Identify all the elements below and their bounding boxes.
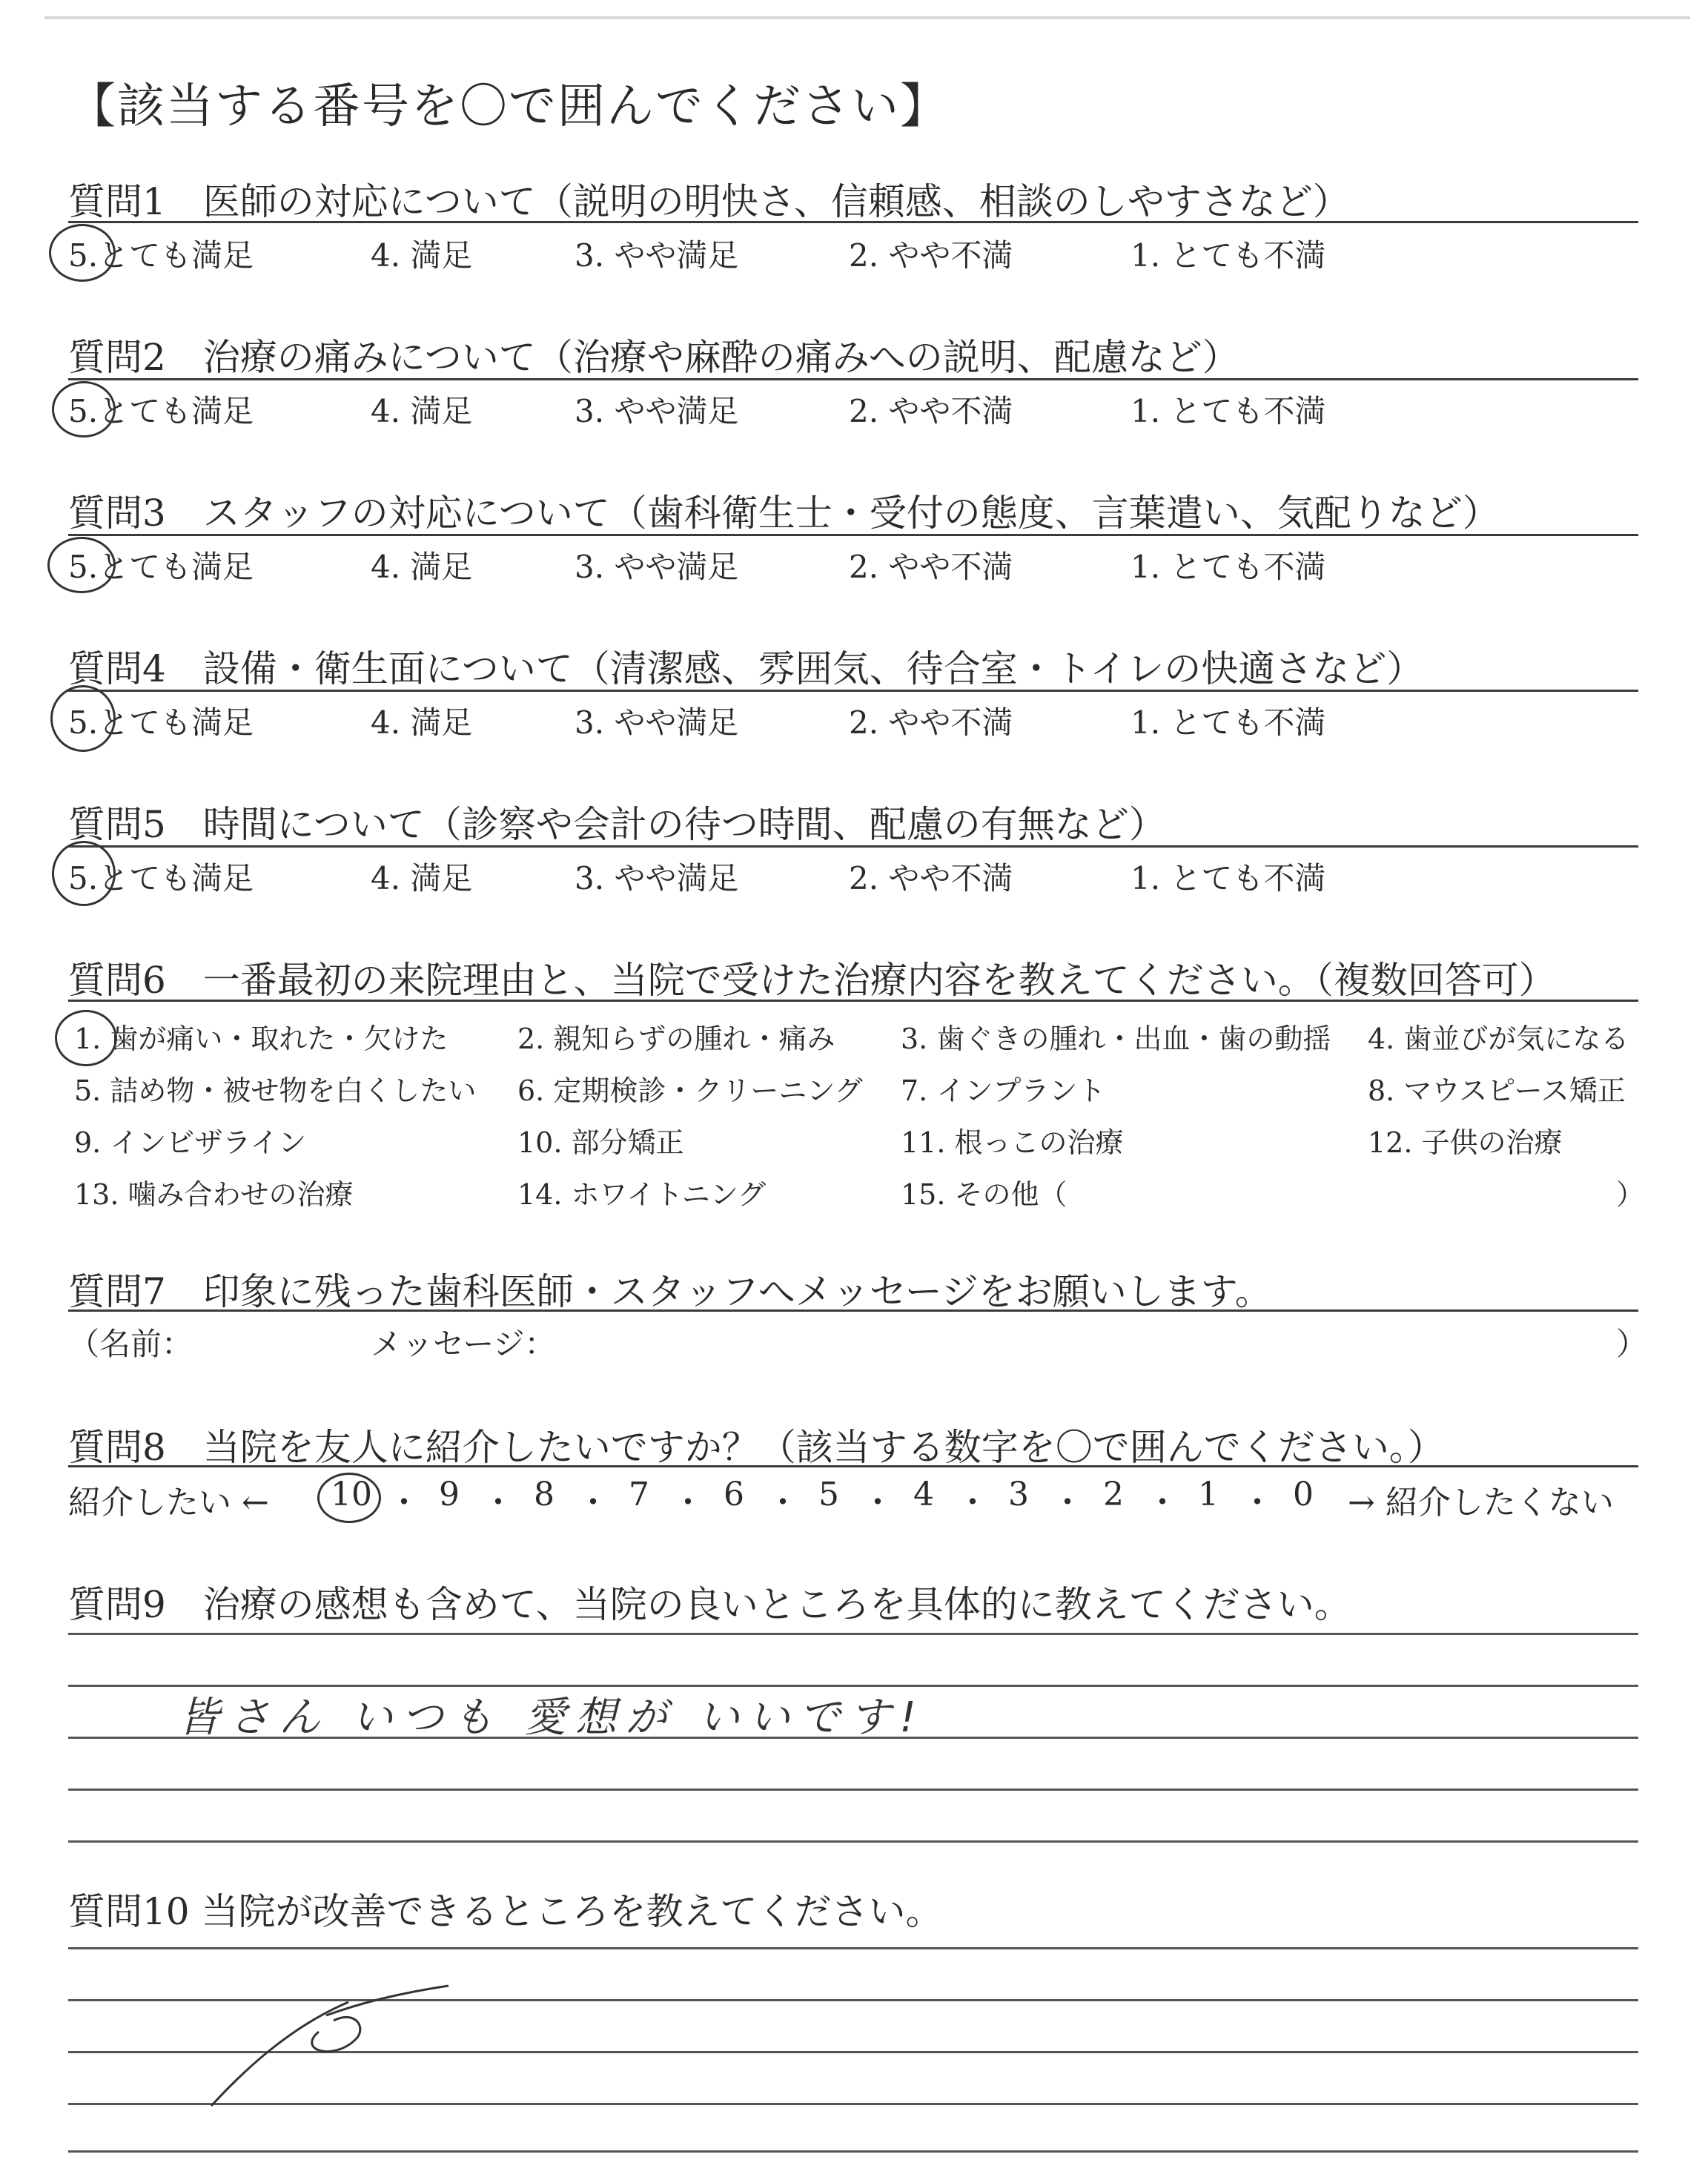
q8-scale-8[interactable]: 8 [534,1476,555,1513]
q3-option-4[interactable]: 4. 満足 [371,549,473,585]
q3-option-2[interactable]: 2. やや不満 [849,549,1013,585]
q4-option-1[interactable]: 1. とても不満 [1131,704,1326,741]
q6-option-10[interactable]: 10. 部分矯正 [517,1126,684,1159]
q3-option-3[interactable]: 3. やや満足 [575,549,739,585]
q8-scale-6[interactable]: 6 [724,1476,744,1513]
q5-option-4[interactable]: 4. 満足 [371,860,473,896]
question-8-rule [68,1465,1638,1467]
q2-option-3[interactable]: 3. やや満足 [575,393,739,429]
scan-edge [44,16,1690,19]
q9-handwritten-answer: 皆さん いつも 愛想が いいです! [178,1694,925,1742]
q7-close: ） [1616,1326,1648,1362]
q5-selection-circle [52,841,116,906]
question-7-label: 質問7 印象に残った歯科医師・スタッフへメッセージをお願いします。 [68,1270,1272,1313]
question-3-rule [68,534,1638,536]
q1-option-3[interactable]: 3. やや満足 [575,237,739,274]
q6-option-4[interactable]: 4. 歯並びが気になる [1368,1023,1629,1055]
q6-option-11[interactable]: 11. 根っこの治療 [901,1126,1124,1159]
q4-option-4[interactable]: 4. 満足 [371,704,473,741]
q8-separator: ・ [1146,1484,1179,1522]
q8-separator: ・ [672,1484,704,1522]
q8-separator: ・ [861,1484,894,1522]
q6-option-6[interactable]: 6. 定期検診・クリーニング [517,1074,863,1107]
q8-scale-10[interactable]: 10 [331,1476,372,1513]
q8-scale-7[interactable]: 7 [629,1476,649,1513]
q8-scale-1[interactable]: 1 [1198,1476,1219,1513]
q3-option-5[interactable]: 5.とても満足 [68,549,254,585]
q6-other-close: ） [1616,1178,1645,1211]
q5-option-1[interactable]: 1. とても不満 [1131,860,1326,896]
question-4-label: 質問4 設備・衛生面について（清潔感、雰囲気、待合室・トイレの快適さなど） [68,647,1424,690]
q7-name-label: （名前： [68,1326,193,1362]
q8-scale-2[interactable]: 2 [1103,1476,1124,1513]
question-6-label: 質問6 一番最初の来院理由と、当院で受けた治療内容を教えてください。（複数回答可） [68,959,1556,1002]
q1-option-2[interactable]: 2. やや不満 [849,237,1013,274]
q2-option-5[interactable]: 5.とても満足 [68,393,254,429]
question-7-rule [68,1309,1638,1312]
q4-option-2[interactable]: 2. やや不満 [849,704,1013,741]
q1-option-1[interactable]: 1. とても不満 [1131,237,1326,274]
q9-write-line-5 [68,1840,1638,1843]
q6-option-8[interactable]: 8. マウスピース矯正 [1368,1074,1626,1107]
q8-scale-4[interactable]: 4 [913,1476,934,1513]
question-2-label: 質問2 治療の痛みについて（治療や麻酔の痛みへの説明、配慮など） [68,336,1239,379]
q6-option-13[interactable]: 13. 噛み合わせの治療 [74,1178,354,1211]
question-5-rule [68,845,1638,848]
q8-scale-0[interactable]: 0 [1293,1476,1314,1513]
q9-write-line-1 [68,1633,1638,1635]
question-3-label: 質問3 スタッフの対応について（歯科衛生士・受付の態度、言葉遣い、気配りなど） [68,492,1500,535]
q6-option-12[interactable]: 12. 子供の治療 [1368,1126,1563,1159]
q3-selection-circle [47,537,116,593]
q10-write-line-1 [68,1947,1638,1949]
question-8-label: 質問8 当院を友人に紹介したいですか？（該当する数字を〇で囲んでください。） [68,1426,1445,1469]
q6-option-15[interactable]: 15. その他（ [901,1178,1068,1211]
q2-selection-circle [52,381,116,437]
q4-selection-circle [50,685,116,752]
q8-right-label: → 紹介したくない [1348,1484,1614,1522]
q8-separator: ・ [577,1484,609,1522]
question-6-rule [68,1000,1638,1002]
q8-separator: ・ [482,1484,514,1522]
q8-separator: ・ [1241,1484,1274,1522]
question-4-rule [68,690,1638,692]
question-1-label: 質問1 医師の対応について（説明の明快さ、信頼感、相談のしやすさなど） [68,180,1350,223]
q2-option-2[interactable]: 2. やや不満 [849,393,1013,429]
q8-selection-circle [317,1473,381,1523]
question-10-label: 質問10 当院が改善できるところを教えてください。 [68,1890,943,1933]
question-1-rule [68,221,1638,223]
q2-option-4[interactable]: 4. 満足 [371,393,473,429]
q6-option-14[interactable]: 14. ホワイトニング [517,1178,767,1211]
q6-option-1[interactable]: 1. 歯が痛い・取れた・欠けた [74,1023,448,1055]
q9-write-line-4 [68,1789,1638,1791]
q6-selection-circle [55,1010,117,1066]
q6-option-9[interactable]: 9. インビザライン [74,1126,307,1159]
q8-scale-3[interactable]: 3 [1008,1476,1029,1513]
q1-selection-circle [49,224,116,282]
q6-option-2[interactable]: 2. 親知らずの腫れ・痛み [517,1023,835,1055]
question-9-label: 質問9 治療の感想も含めて、当院の良いところを具体的に教えてください。 [68,1583,1351,1626]
q1-option-5[interactable]: 5.とても満足 [68,237,254,274]
q5-option-2[interactable]: 2. やや不満 [849,860,1013,896]
q10-write-line-5 [68,2150,1638,2153]
q1-option-4[interactable]: 4. 満足 [371,237,473,274]
question-2-rule [68,378,1638,380]
q8-separator: ・ [956,1484,989,1522]
q4-option-5[interactable]: 5.とても満足 [68,704,254,741]
q2-option-1[interactable]: 1. とても不満 [1131,393,1326,429]
q8-separator: ・ [767,1484,799,1522]
q8-scale-9[interactable]: 9 [439,1476,460,1513]
q6-option-5[interactable]: 5. 詰め物・被せ物を白くしたい [74,1074,477,1107]
q8-left-label: 紹介したい ← [68,1484,269,1522]
q4-option-3[interactable]: 3. やや満足 [575,704,739,741]
page-title: 【該当する番号を〇で囲んでください】 [68,79,949,134]
q3-option-1[interactable]: 1. とても不満 [1131,549,1326,585]
q6-option-7[interactable]: 7. インプラント [901,1074,1106,1107]
q8-scale-5[interactable]: 5 [818,1476,839,1513]
q8-separator: ・ [388,1484,420,1522]
q8-separator: ・ [1051,1484,1084,1522]
q10-handwritten-slash-mark [208,1980,460,2113]
q7-message-label: メッセージ： [371,1326,556,1362]
question-5-label: 質問5 時間について（診察や会計の待つ時間、配慮の有無など） [68,803,1166,846]
q5-option-5[interactable]: 5.とても満足 [68,860,254,896]
q5-option-3[interactable]: 3. やや満足 [575,860,739,896]
q6-option-3[interactable]: 3. 歯ぐきの腫れ・出血・歯の動揺 [901,1023,1331,1055]
